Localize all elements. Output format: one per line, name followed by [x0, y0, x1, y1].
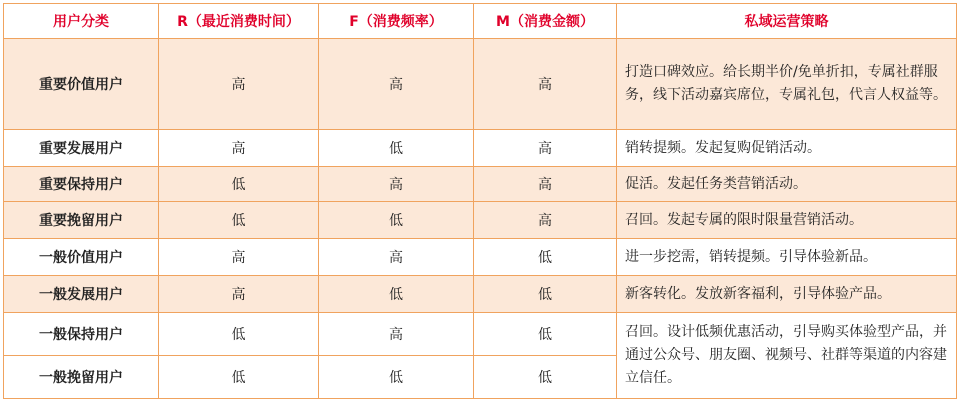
- monetary-cell: 高: [474, 130, 617, 167]
- header-strategy: 私域运营策略: [617, 4, 957, 39]
- monetary-cell: 高: [474, 202, 617, 239]
- user-category-cell: 重要价值用户: [4, 39, 159, 130]
- recency-cell: 高: [159, 239, 319, 276]
- header-recency: R（最近消费时间）: [159, 4, 319, 39]
- strategy-cell: 召回。设计低频优惠活动，引导购买体验型产品，并通过公众号、朋友圈、视频号、社群等渠道的内容建立信任。: [617, 313, 957, 399]
- header-frequency: F（消费频率）: [319, 4, 474, 39]
- strategy-cell: 销转提频。发起复购促销活动。: [617, 130, 957, 167]
- monetary-cell: 低: [474, 356, 617, 399]
- frequency-cell: 高: [319, 313, 474, 356]
- monetary-cell: 高: [474, 39, 617, 130]
- frequency-cell: 高: [319, 39, 474, 130]
- monetary-cell: 低: [474, 239, 617, 276]
- strategy-cell: 打造口碑效应。给长期半价/免单折扣，专属社群服务，线下活动嘉宾席位，专属礼包，代言人权益等。: [617, 39, 957, 130]
- user-category-cell: 重要挽留用户: [4, 202, 159, 239]
- recency-cell: 低: [159, 356, 319, 399]
- strategy-cell: 召回。发起专属的限时限量营销活动。: [617, 202, 957, 239]
- recency-cell: 低: [159, 167, 319, 202]
- recency-cell: 高: [159, 39, 319, 130]
- recency-cell: 高: [159, 276, 319, 313]
- user-category-cell: 重要保持用户: [4, 167, 159, 202]
- user-category-cell: 一般挽留用户: [4, 356, 159, 399]
- frequency-cell: 高: [319, 167, 474, 202]
- frequency-cell: 低: [319, 356, 474, 399]
- strategy-cell: 进一步挖需，销转提频。引导体验新品。: [617, 239, 957, 276]
- header-monetary: M（消费金额）: [474, 4, 617, 39]
- table-header-row: [4, 4, 957, 39]
- table-row: [4, 202, 957, 239]
- frequency-cell: 低: [319, 130, 474, 167]
- frequency-cell: 高: [319, 239, 474, 276]
- strategy-cell: 新客转化。发放新客福利，引导体验产品。: [617, 276, 957, 313]
- frequency-cell: 低: [319, 276, 474, 313]
- monetary-cell: 低: [474, 313, 617, 356]
- user-category-cell: 一般发展用户: [4, 276, 159, 313]
- recency-cell: 高: [159, 130, 319, 167]
- table-row: [4, 239, 957, 276]
- frequency-cell: 低: [319, 202, 474, 239]
- header-user-category: 用户分类: [4, 4, 159, 39]
- strategy-cell: 促活。发起任务类营销活动。: [617, 167, 957, 202]
- monetary-cell: 高: [474, 167, 617, 202]
- user-category-cell: 一般价值用户: [4, 239, 159, 276]
- rfm-strategy-table: [3, 3, 957, 399]
- recency-cell: 低: [159, 202, 319, 239]
- rfm-table-container: [3, 3, 957, 399]
- user-category-cell: 重要发展用户: [4, 130, 159, 167]
- recency-cell: 低: [159, 313, 319, 356]
- table-row: [4, 276, 957, 313]
- table-row: [4, 130, 957, 167]
- monetary-cell: 低: [474, 276, 617, 313]
- table-row: [4, 39, 957, 130]
- table-row: [4, 167, 957, 202]
- user-category-cell: 一般保持用户: [4, 313, 159, 356]
- table-row: [4, 313, 957, 356]
